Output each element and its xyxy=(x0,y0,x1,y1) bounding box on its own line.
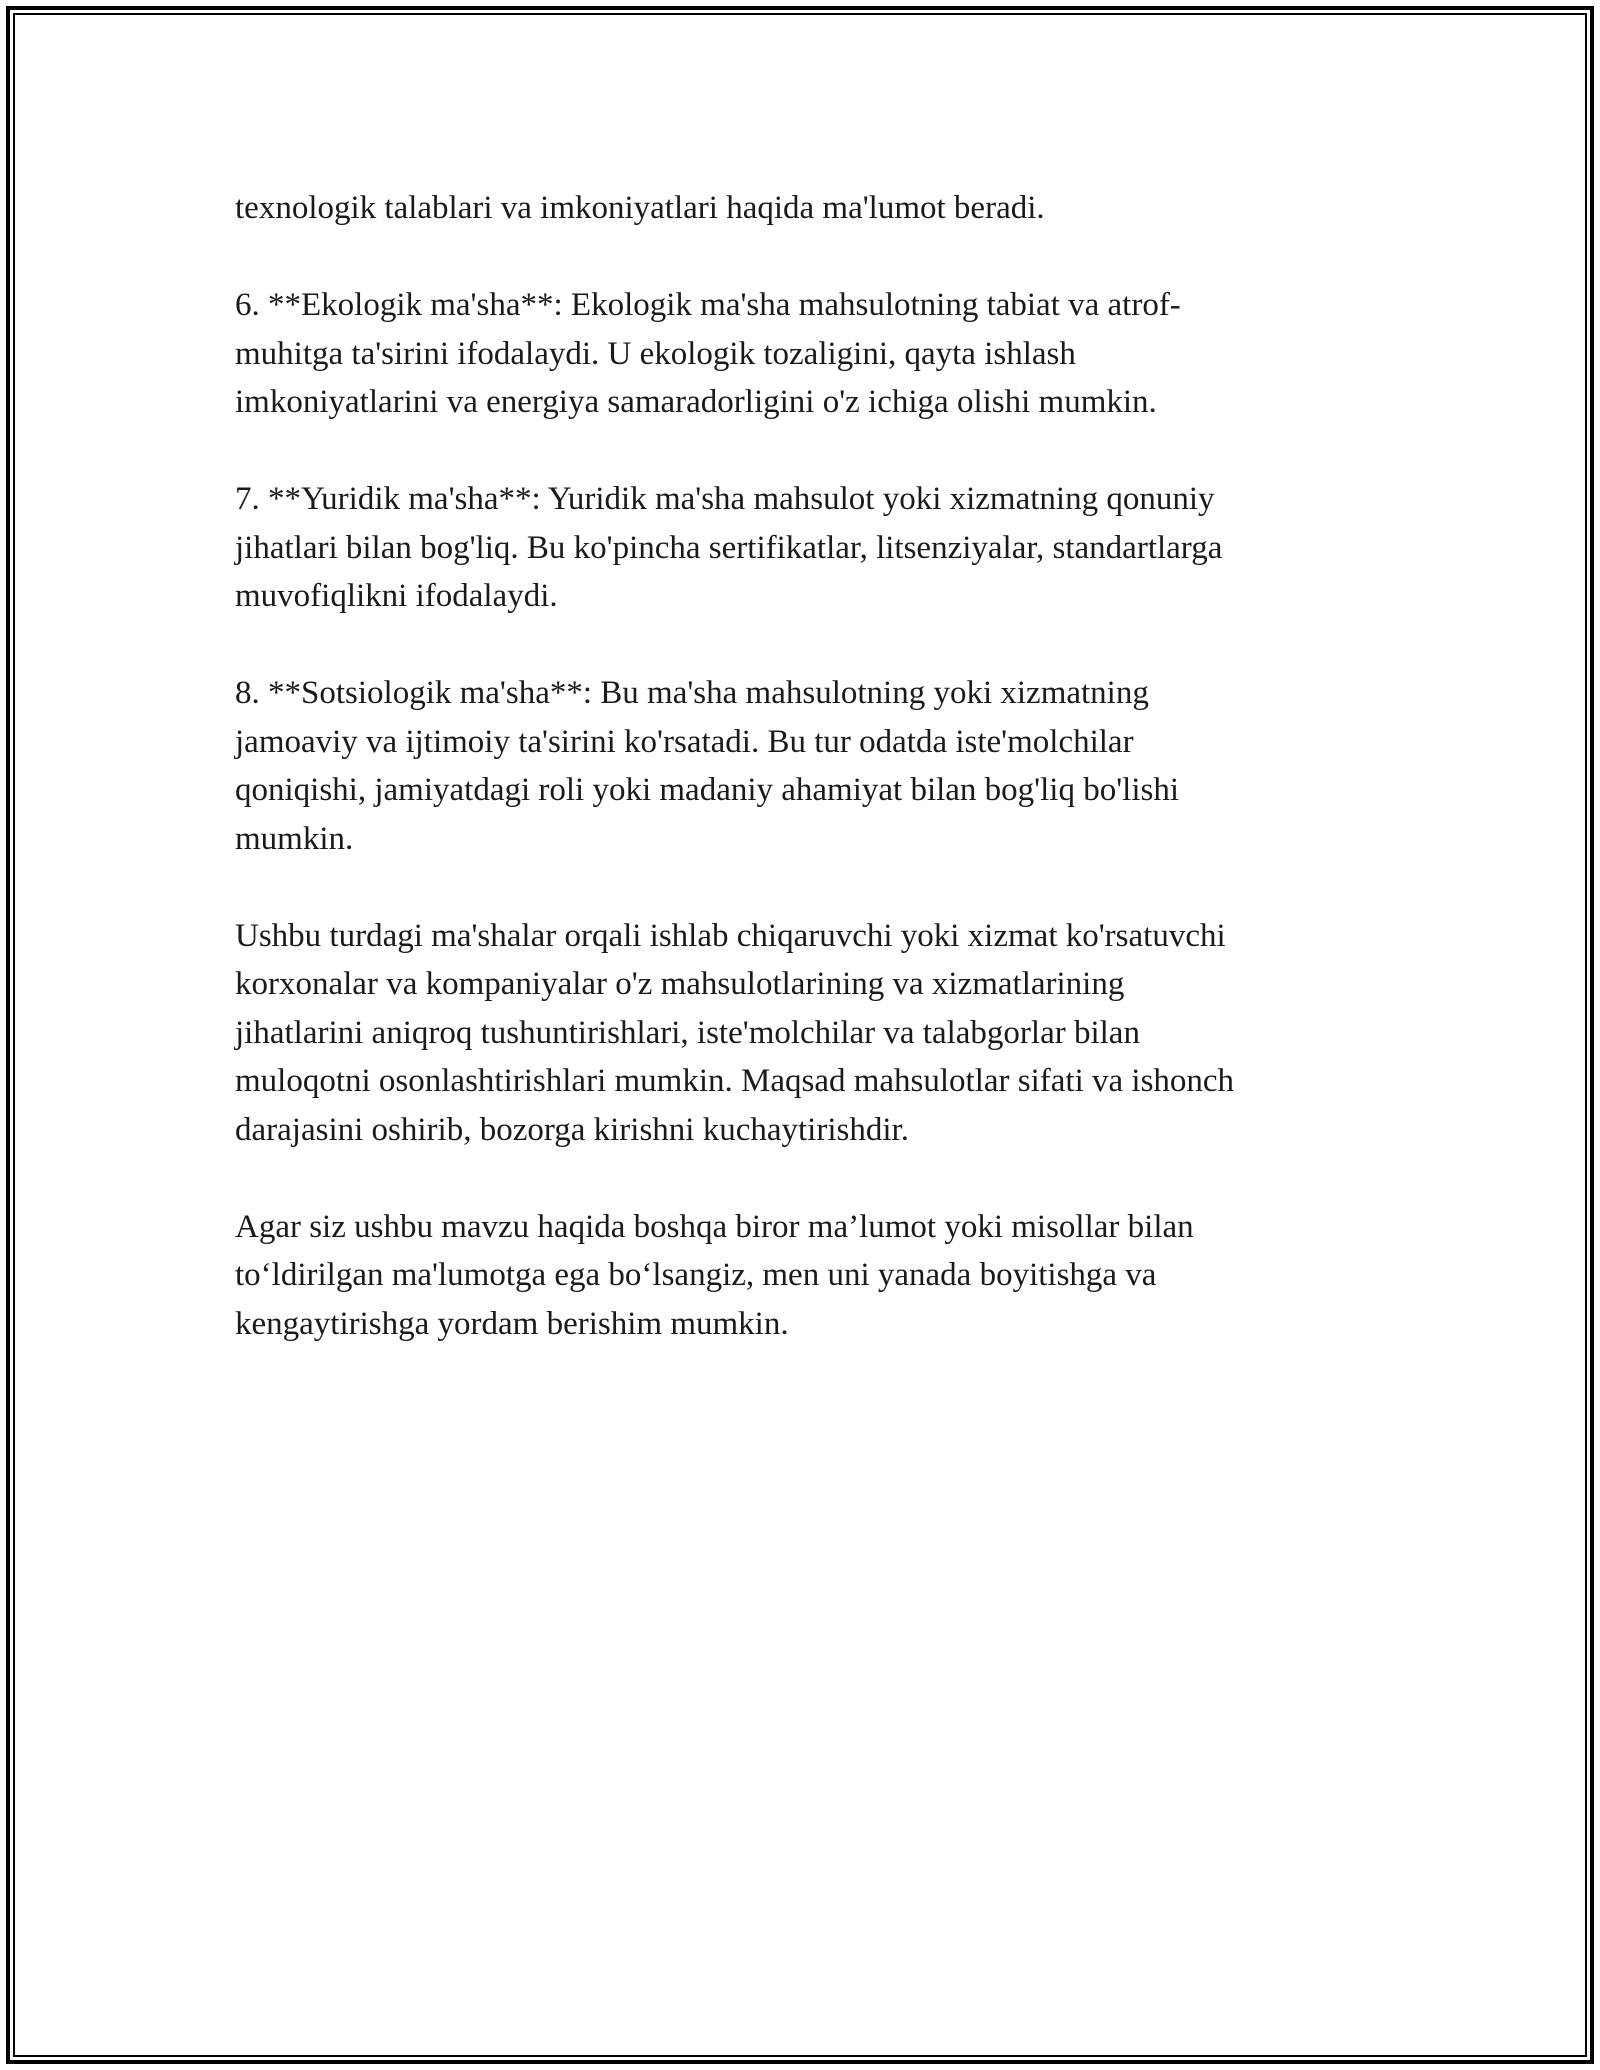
text-line: imkoniyatlarini va energiya samaradorligini o'z ichiga olishi mumkin. xyxy=(235,384,1157,420)
text-line: texnologik talablari va imkoniyatlari haqida ma'lumot beradi. xyxy=(235,190,1045,226)
text-line: kengaytirishga yordam berishim mumkin. xyxy=(235,1305,789,1342)
text-line: 6. **Ekologik ma'sha**: Ekologik ma'sha mahsulotning tabiat va atrof- xyxy=(235,287,1181,323)
text-line: muloqotni osonlashtirishlari mumkin. Maqsad mahsulotlar sifati va ishonch xyxy=(235,1063,1235,1099)
text-line: muhitga ta'sirini ifodalaydi. U ekologik tozaligini, qayta ishlash xyxy=(235,335,1076,372)
text-line: Ushbu turdagi ma'shalar orqali ishlab chiqaruvchi yoki xizmat ko'rsatuvchi xyxy=(235,917,1226,954)
text-line: korxonalar va kompaniyalar o'z mahsulotlarining va xizmatlarining xyxy=(235,966,1125,1002)
text-line: 8. **Sotsiologik ma'sha**: Bu ma'sha mahsulotning yoki xizmatning xyxy=(235,675,1149,711)
paragraph-closing xyxy=(235,1203,1365,1349)
text-line: to‘ldirilgan ma'lumotga ega bo‘lsangiz, men uni yanada boyitishga va xyxy=(235,1257,1157,1293)
text-line: qoniqishi, jamiyatdagi roli yoki madaniy ahamiyat bilan bog'liq bo'lishi xyxy=(235,772,1180,808)
text-line: darajasini oshirib, bozorga kirishni kuchaytirishdir. xyxy=(235,1111,909,1148)
paragraph-sotsiologik xyxy=(235,669,1365,863)
text-line: mumkin. xyxy=(235,820,354,857)
text-line: jamoaviy va ijtimoiy ta'sirini ko'rsatadi. Bu tur odatda iste'molchilar xyxy=(235,723,1134,760)
paragraph-yuridik xyxy=(235,475,1365,621)
paragraph-ekologik xyxy=(235,281,1365,427)
text-line: 7. **Yuridik ma'sha**: Yuridik ma'sha mahsulot yoki xizmatning qonuniy xyxy=(235,481,1215,517)
text-line: jihatlari bilan bog'liq. Bu ko'pincha sertifikatlar, litsenziyalar, standartlarga xyxy=(235,529,1223,566)
document-body xyxy=(235,184,1365,1348)
paragraph-continuation xyxy=(235,184,1365,233)
text-line: muvofiqlikni ifodalaydi. xyxy=(235,578,558,614)
paragraph-summary xyxy=(235,912,1365,1155)
text-line: jihatlarini aniqroq tushuntirishlari, iste'molchilar va talabgorlar bilan xyxy=(235,1014,1140,1051)
text-line: Agar siz ushbu mavzu haqida boshqa biror ma’lumot yoki misollar bilan xyxy=(235,1208,1194,1245)
